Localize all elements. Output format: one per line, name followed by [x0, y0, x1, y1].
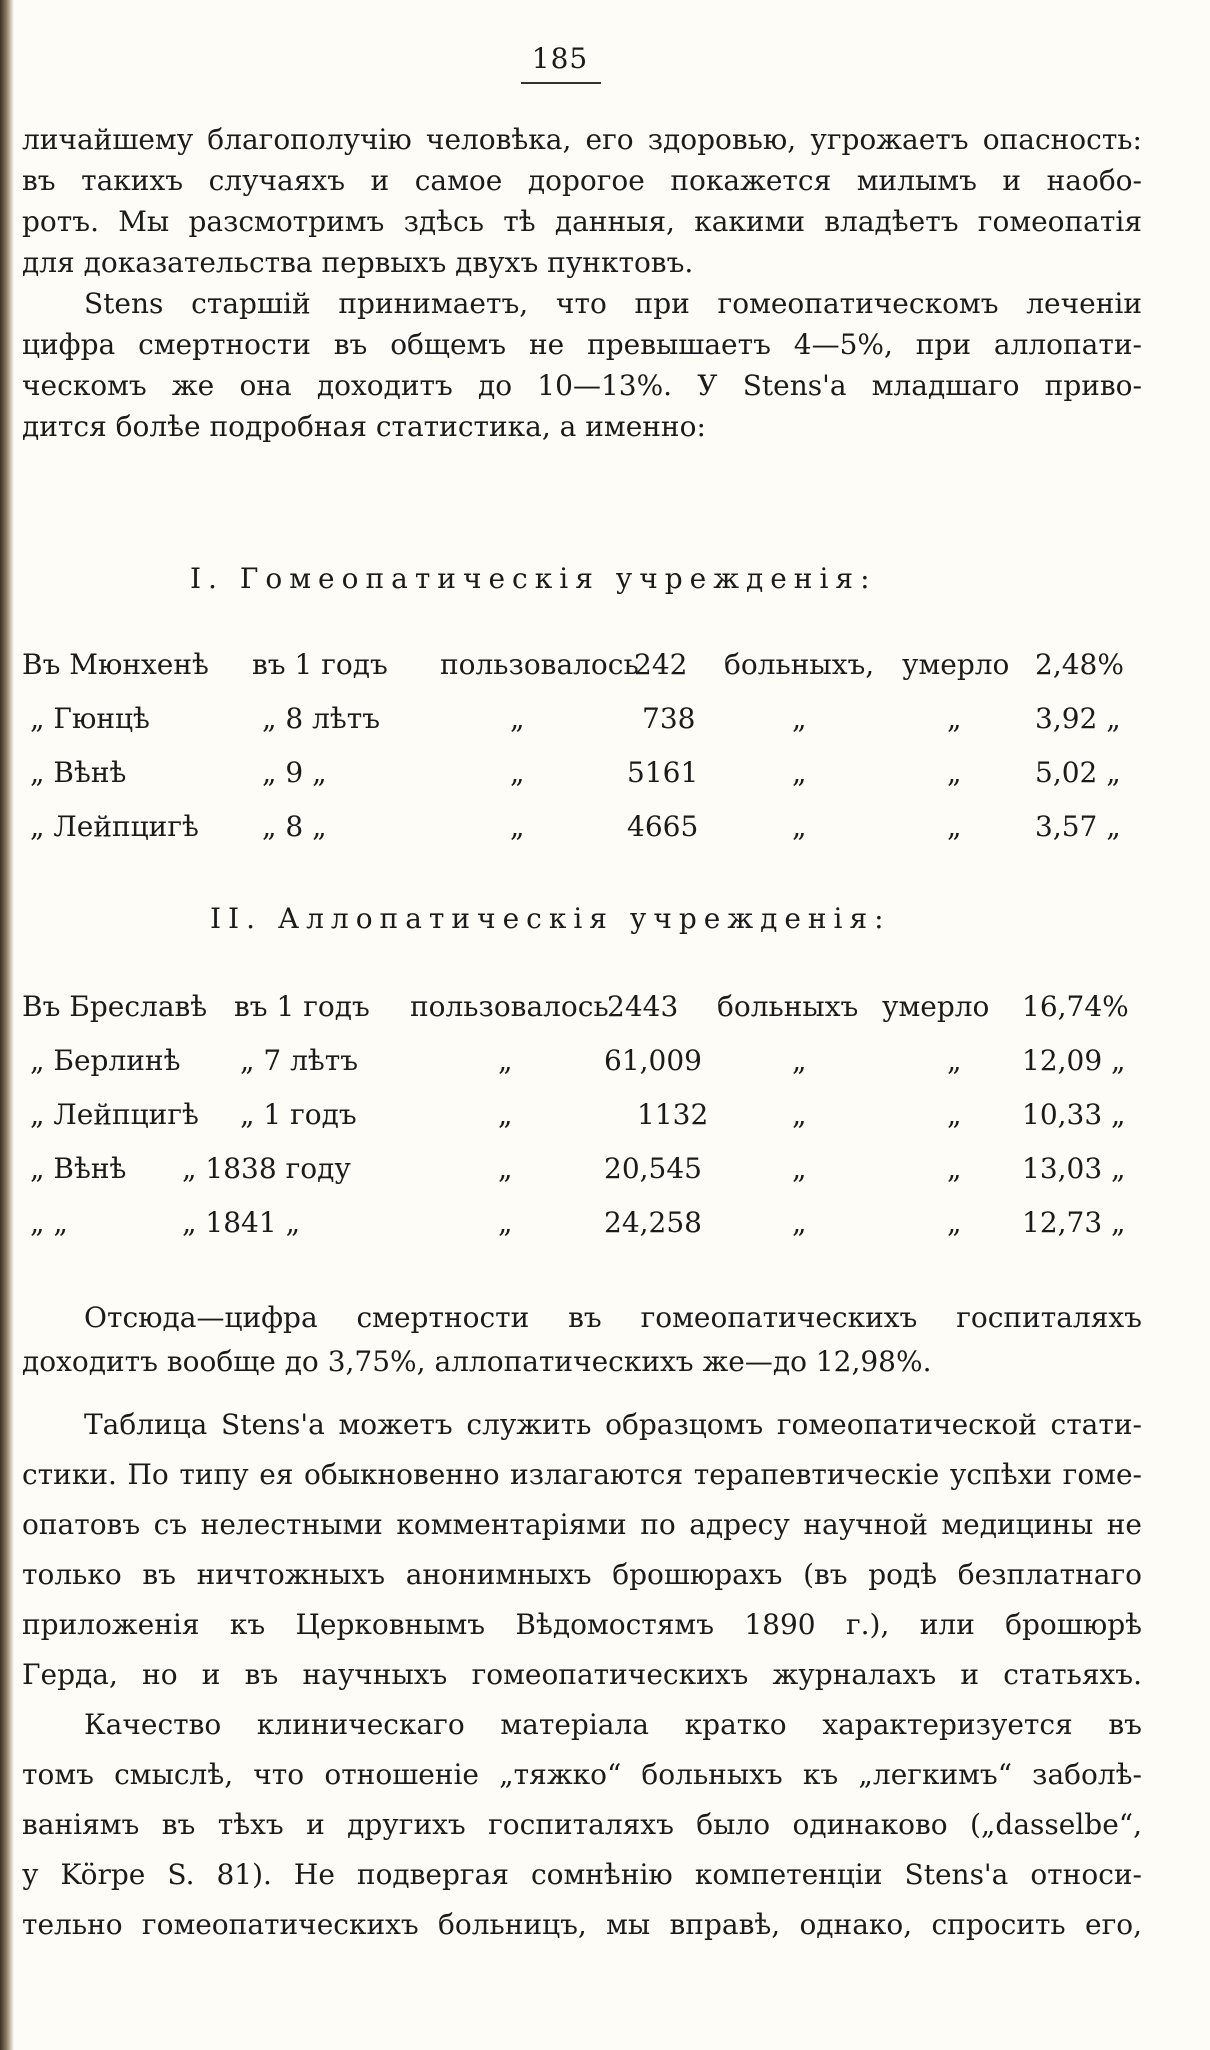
died-cell: „: [947, 1206, 962, 1239]
percent-cell: 12,73 „: [1022, 1206, 1126, 1239]
noun-cell: больныхъ: [717, 990, 859, 1023]
noun-cell: „: [792, 1152, 807, 1185]
city-cell: „ Лейпцигѣ: [30, 810, 199, 843]
period-cell: „ 1841 „: [182, 1206, 301, 1239]
text-line: личайшему благополучію человѣка, его здоровью, угрожаетъ опасность:: [22, 123, 1142, 156]
percent-cell: 5,02 „: [1035, 756, 1121, 789]
count-cell: 61,009: [604, 1044, 702, 1077]
period-cell: въ 1 годъ: [252, 648, 388, 681]
period-cell: „ 8 лѣтъ: [262, 702, 381, 735]
died-cell: „: [947, 756, 962, 789]
count-cell: 24,258: [604, 1206, 702, 1239]
noun-cell: „: [792, 702, 807, 735]
verb-cell: „: [510, 756, 525, 789]
percent-cell: 10,33 „: [1022, 1098, 1126, 1131]
section-heading-allopathic: II. Аллопатическія учрежденія:: [210, 902, 891, 935]
text-line: доходитъ вообще до 3,75%, аллопатическихъ же—до 12,98%.: [22, 1345, 932, 1378]
text-line: цифра смертности въ общемъ не превышаетъ 4—5%, при аллопати-: [22, 328, 1142, 361]
period-cell: „ 1 годъ: [240, 1098, 357, 1131]
period-cell: „ 1838 году: [182, 1152, 351, 1185]
died-cell: „: [947, 810, 962, 843]
period-cell: въ 1 годъ: [234, 990, 370, 1023]
noun-cell: „: [792, 756, 807, 789]
text-line: томъ смыслѣ, что отношеніе „тяжко“ больныхъ къ „легкимъ“ заболѣ-: [22, 1758, 1142, 1791]
city-cell: Въ Бреславѣ: [22, 990, 208, 1023]
text-line: Качество клиническаго матеріала кратко характеризуется въ: [84, 1708, 1142, 1741]
city-cell: „ Берлинѣ: [30, 1044, 181, 1077]
city-cell: „ „: [30, 1206, 68, 1239]
page-binding-shadow: [0, 0, 14, 2050]
count-cell: 1132: [637, 1098, 709, 1131]
text-line: тельно гомеопатическихъ больницъ, мы вправѣ, однако, спросить его,: [22, 1908, 1142, 1941]
text-line: у Körpe S. 81). Не подвергая сомнѣнію компетенціи Stens'a относи-: [22, 1858, 1142, 1891]
percent-cell: 3,92 „: [1035, 702, 1121, 735]
count-cell: 4665: [627, 810, 699, 843]
percent-cell: 2,48%: [1035, 648, 1124, 681]
percent-cell: 16,74%: [1022, 990, 1129, 1023]
died-cell: умерло: [882, 990, 990, 1023]
noun-cell: больныхъ,: [724, 648, 875, 681]
percent-cell: 3,57 „: [1035, 810, 1121, 843]
page-number: 185: [531, 42, 589, 75]
text-line: ротъ. Мы разсмотримъ здѣсь тѣ данныя, какими владѣетъ гомеопатія: [22, 205, 1142, 238]
period-cell: „ 8 „: [262, 810, 327, 843]
died-cell: „: [947, 1044, 962, 1077]
noun-cell: „: [792, 1044, 807, 1077]
count-cell: 2443: [607, 990, 679, 1023]
text-line: опатовъ съ нелестными комментаріями по адресу научной медицины не: [22, 1508, 1142, 1541]
period-cell: „ 7 лѣтъ: [240, 1044, 359, 1077]
text-line: Отсюда—цифра смертности въ гомеопатическихъ госпиталяхъ: [84, 1301, 1142, 1334]
noun-cell: „: [792, 1098, 807, 1131]
text-line: Stens старшій принимаетъ, что при гомеопатическомъ леченіи: [84, 287, 1142, 320]
percent-cell: 12,09 „: [1022, 1044, 1126, 1077]
died-cell: „: [947, 702, 962, 735]
page-number-rule: [521, 82, 601, 84]
text-line: ваніямъ въ тѣхъ и другихъ госпиталяхъ было одинаково („dasselbe“,: [22, 1808, 1142, 1841]
city-cell: „ Лейпцигѣ: [30, 1098, 199, 1131]
percent-cell: 13,03 „: [1022, 1152, 1126, 1185]
text-line: стики. По типу ея обыкновенно излагаются терапевтическіе успѣхи гоме-: [22, 1458, 1142, 1491]
text-line: для доказательства первыхъ двухъ пунктовъ.: [22, 246, 694, 279]
verb-cell: пользовалось: [410, 990, 609, 1023]
text-line: Таблица Stens'a можетъ служить образцомъ гомеопатической стати-: [84, 1408, 1142, 1441]
count-cell: 5161: [627, 756, 699, 789]
verb-cell: „: [510, 810, 525, 843]
text-line: ческомъ же она доходитъ до 10—13%. У Stens'a младшаго приво-: [22, 369, 1142, 402]
text-line: дится болѣе подробная статистика, а именно:: [22, 410, 706, 443]
city-cell: „ Вѣнѣ: [30, 756, 127, 789]
verb-cell: „: [498, 1206, 513, 1239]
count-cell: 20,545: [604, 1152, 702, 1185]
city-cell: Въ Мюнхенѣ: [22, 648, 209, 681]
died-cell: „: [947, 1152, 962, 1185]
died-cell: „: [947, 1098, 962, 1131]
count-cell: 738: [642, 702, 696, 735]
text-line: приложенія къ Церковнымъ Вѣдомостямъ 1890 г.), или брошюрѣ: [22, 1608, 1142, 1641]
text-line: Герда, но и въ научныхъ гомеопатическихъ журналахъ и статьяхъ.: [22, 1658, 1142, 1691]
verb-cell: „: [498, 1098, 513, 1131]
period-cell: „ 9 „: [262, 756, 327, 789]
died-cell: умерло: [902, 648, 1010, 681]
verb-cell: „: [498, 1044, 513, 1077]
text-line: только въ ничтожныхъ анонимныхъ брошюрахъ (въ родѣ безплатнаго: [22, 1558, 1142, 1591]
section-heading-homeopathic: I. Гомеопатическія учрежденія:: [190, 562, 877, 595]
noun-cell: „: [792, 1206, 807, 1239]
noun-cell: „: [792, 810, 807, 843]
verb-cell: „: [510, 702, 525, 735]
city-cell: „ Вѣнѣ: [30, 1152, 127, 1185]
text-line: въ такихъ случаяхъ и самое дорогое покажется милымъ и наобо-: [22, 164, 1142, 197]
count-cell: 242: [634, 648, 688, 681]
verb-cell: пользовалось: [440, 648, 639, 681]
city-cell: „ Гюнцѣ: [30, 702, 150, 735]
verb-cell: „: [498, 1152, 513, 1185]
